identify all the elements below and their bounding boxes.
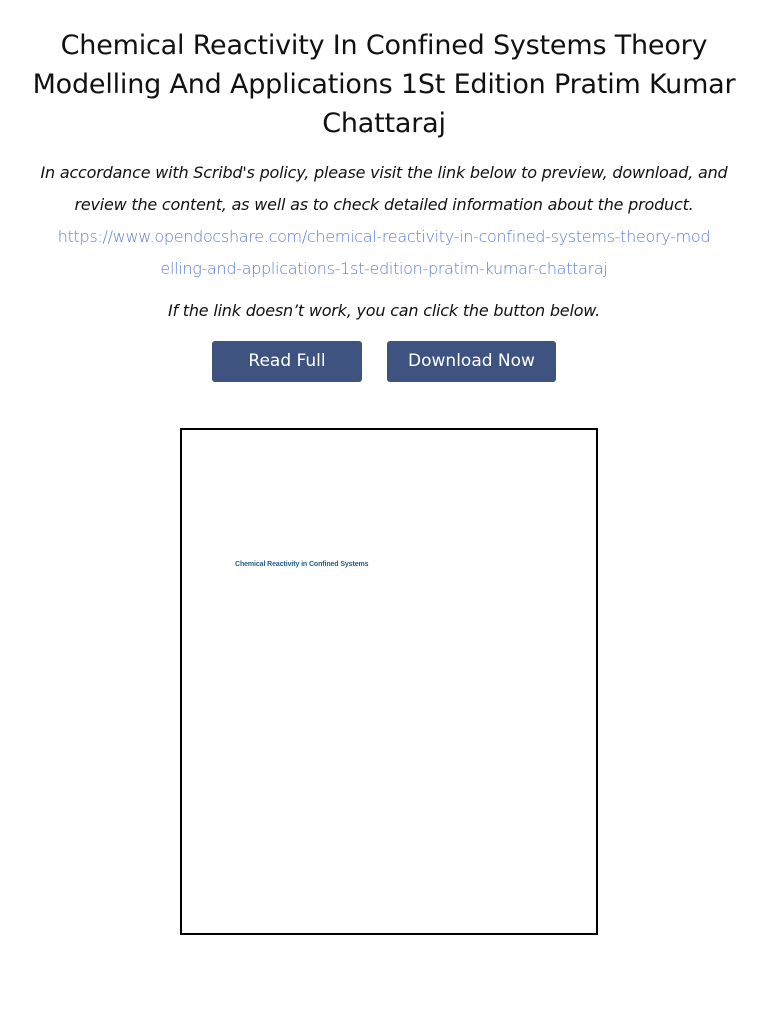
page-title: Chemical Reactivity In Confined Systems Theory Modelling And Applications 1St Edition Pratim Kumar Chattaraj xyxy=(32,30,736,139)
policy-text: In accordance with Scribd's policy, please visit the link below to preview, download, and review the content, as well as to check detailed information about the product. xyxy=(40,163,728,214)
download-now-button[interactable]: Download Now xyxy=(387,341,556,382)
document-preview[interactable] xyxy=(180,428,598,935)
action-buttons xyxy=(24,341,744,382)
cover-title: Chemical Reactivity in Confined Systems xyxy=(235,561,369,568)
product-link[interactable]: https://www.opendocshare.com/chemical-reactivity-in-confined-systems-theory-modelling-and-applications-1st-edition-pratim-kumar-chattaraj xyxy=(57,227,711,278)
main-content xyxy=(24,0,744,382)
read-full-button[interactable]: Read Full xyxy=(212,341,362,382)
fallback-text: If the link doesn’t work, you can click the button below. xyxy=(167,301,601,320)
policy-notice xyxy=(24,157,744,221)
